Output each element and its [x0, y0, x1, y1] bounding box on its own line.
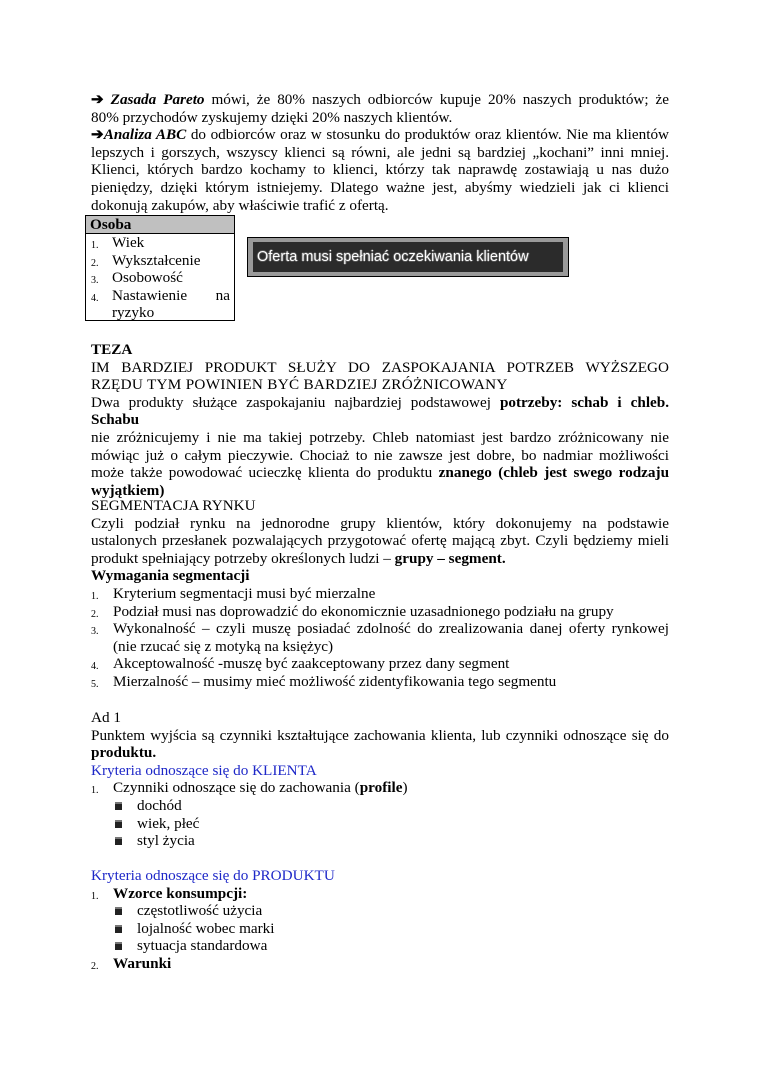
list-item: 3. Wykonalność – czyli muszę posiadać zdolność do zrealizowania danej oferty rynkowej (nie rzucać się z motyką na księżyc): [91, 620, 669, 655]
ad1-heading: Ad 1: [91, 709, 121, 726]
list-item: 3. Osobowość: [91, 269, 183, 287]
list-item: lojalność wobec marki: [91, 920, 669, 938]
pareto-text: mówi, że 80% naszych odbiorców kupuje 20% naszych produktów; że: [211, 91, 670, 108]
abc-line-4: pieniędzy, dzięki którym istniejemy. Dlatego ważne jest, abyśmy wiedzieli jak ci klienci: [91, 178, 669, 196]
segmentacja-line-2: ustalonych przesłanek pozwalających przygotować ofertę mającą zbyt. Czyli będziemy mieli: [91, 532, 669, 550]
offer-banner: [247, 237, 569, 277]
teza-caps-2: RZĘDU TYM POWINIEN BYĆ BARDZIEJ ZRÓŻNICOWANY: [91, 376, 508, 394]
produkt-list-2: [91, 955, 669, 973]
pareto-line-2: 80% przychodów zyskujemy dzięki 20% naszych klientów.: [91, 108, 453, 126]
segmentacja-heading: SEGMENTACJA RYNKU: [91, 497, 256, 514]
list-item: częstotliwość użycia: [91, 902, 669, 920]
square-bullet-icon: [115, 925, 122, 933]
pareto-label: Zasada Pareto: [110, 91, 205, 108]
list-item: 5. Mierzalność – musimy mieć możliwość zidentyfikowania tego segmentu: [91, 672, 557, 690]
requirements-heading: Wymagania segmentacji: [91, 567, 250, 585]
arrow-icon: ➔: [91, 91, 104, 108]
teza-line-2: nie zróżnicujemy i nie ma takiej potrzeby. Chleb natomiast jest bardzo zróżnicowany nie: [91, 428, 669, 446]
ad1-line-2: produktu.: [91, 744, 157, 762]
square-bullet-icon: [115, 907, 122, 915]
abc-line-2: lepszych i gorszych, wszyscy klienci są równi, ale jedni są bardziej „kochani” inni mniej.: [91, 143, 669, 161]
klient-list: [91, 779, 669, 797]
segmentacja-line-3: produkt spełniający potrzeby określonych ludzi – grupy – segment.: [91, 549, 506, 567]
square-bullet-icon: [115, 942, 122, 950]
abc-label: Analiza ABC: [103, 126, 187, 144]
abc-line-1: ➔Analiza ABC do odbiorców oraz w stosunku do produktów oraz klientów. Nie ma klientów: [91, 126, 669, 144]
pareto-line-1: [91, 91, 669, 109]
list-item: 1. Kryterium segmentacji musi być mierzalne: [91, 584, 376, 602]
abc-line-5: dokonują zakupów, aby właściwie trafić z ofertą.: [91, 196, 389, 214]
produkt-bullets: [91, 902, 669, 955]
abc-line-3: Klienci, których bardzo kochamy to klienci, którzy tak naprawdę zostawiają u nas dużo: [91, 161, 669, 179]
teza-section: [91, 341, 669, 499]
ad1-line-1: Punktem wyjścia są czynniki kształtujące zachowania klienta, lub czynniki odnoszące się do: [91, 726, 669, 744]
ad1-section: [91, 709, 669, 850]
square-bullet-icon: [115, 837, 122, 845]
list-item: wiek, płeć: [91, 815, 669, 833]
produkt-section: [91, 867, 669, 973]
list-item: 1. Czynniki odnoszące się do zachowania (profile): [91, 779, 408, 797]
list-item: dochód: [91, 797, 669, 815]
osoba-list: [86, 234, 234, 322]
teza-line-1: Dwa produkty służące zaspokajaniu najbardziej podstawowej potrzeby: schab i chleb. Schabu: [91, 393, 670, 429]
segmentacja-line-1: Czyli podział rynku na jednorodne grupy klientów, który dokonujemy na podstawie: [91, 514, 669, 532]
arrow-icon: ➔: [91, 126, 104, 144]
list-item: 1. Wzorce konsumpcji:: [91, 884, 248, 902]
teza-line-4: może także powodować ucieczkę klienta do produktu znanego (chleb jest swego rodzaju: [91, 464, 670, 482]
segmentacja-section: [91, 497, 669, 691]
list-item: sytuacja standardowa: [91, 937, 669, 955]
produkt-list: [91, 885, 669, 903]
square-bullet-icon: [115, 820, 122, 828]
list-item: styl życia: [91, 832, 669, 850]
klient-heading: Kryteria odnoszące się do KLIENTA: [91, 761, 317, 779]
teza-heading: TEZA: [91, 341, 133, 358]
list-item: 4. Akceptowalność -muszę być zaakceptowany przez dany segment: [91, 655, 510, 673]
list-item: 1. Wiek: [91, 234, 145, 251]
intro-section: [91, 91, 669, 214]
osoba-table: [85, 215, 235, 321]
list-item: 2. Wykształcenie: [91, 251, 201, 269]
teza-caps-1: IM BARDZIEJ PRODUKT SŁUŻY DO ZASPOKAJANIA POTRZEB WYŻSZEGO: [91, 358, 669, 376]
square-bullet-icon: [115, 802, 122, 810]
osoba-title: Osoba: [86, 216, 234, 234]
produkt-heading: Kryteria odnoszące się do PRODUKTU: [91, 867, 335, 884]
offer-banner-text: Oferta musi spełniać oczekiwania klientów: [253, 242, 563, 272]
list-item: 4. Nastawienie na ryzyko: [91, 286, 230, 322]
klient-bullets: [91, 797, 669, 850]
list-item: 2. Podział musi nas doprowadzić do ekonomicznie uzasadnionego podziału na grupy: [91, 602, 614, 620]
requirements-list: [91, 585, 669, 691]
list-item: 2. Warunki: [91, 954, 172, 972]
teza-line-5: wyjątkiem): [91, 481, 165, 499]
teza-line-3: mówiąc już o całym pieczywie. Chociaż to nie zawsze jest dobre, bo nadmiar możliwości: [91, 446, 669, 464]
